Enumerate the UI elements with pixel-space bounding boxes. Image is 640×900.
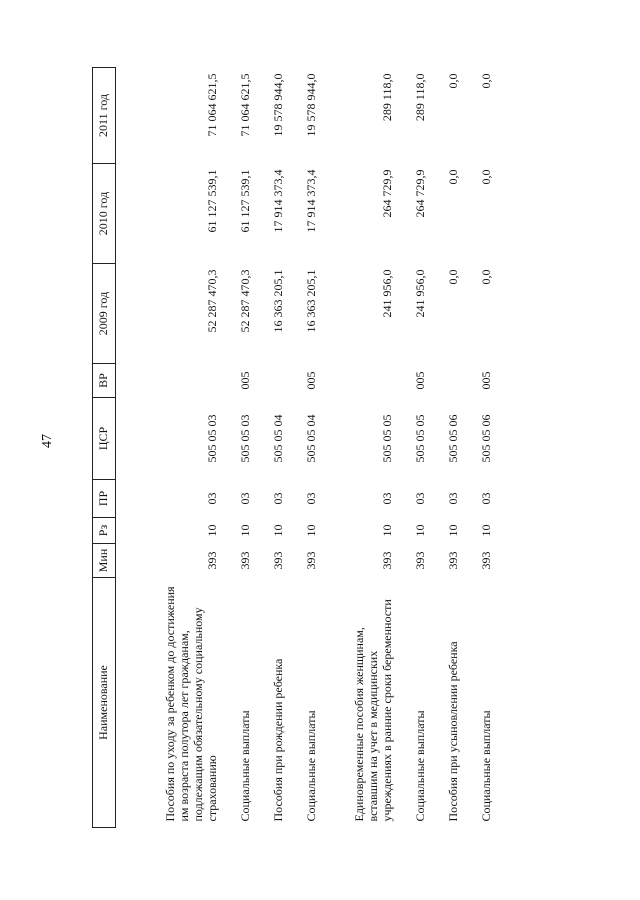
row-csr: 505 05 04 bbox=[303, 414, 318, 463]
row-rz: 10 bbox=[379, 524, 394, 537]
row-name: Пособия при усыновлении ребенка bbox=[445, 641, 460, 822]
header-pr: ПР bbox=[93, 480, 116, 518]
table-row bbox=[220, 68, 253, 828]
row-pr: 03 bbox=[237, 492, 252, 505]
table-row bbox=[116, 68, 220, 828]
row-name: Социальные выплаты bbox=[478, 710, 493, 822]
row-min: 393 bbox=[204, 551, 219, 570]
row-vr: 005 bbox=[237, 371, 252, 390]
budget-table bbox=[92, 67, 494, 828]
row-vr bbox=[428, 364, 461, 398]
header-2009: 2009 год bbox=[93, 264, 116, 364]
row-2011: 289 118,0 bbox=[379, 73, 394, 122]
row-2011: 71 064 621,5 bbox=[204, 73, 219, 137]
row-min: 393 bbox=[379, 551, 394, 570]
row-vr: 005 bbox=[478, 371, 493, 390]
header-vr: ВР bbox=[93, 364, 116, 398]
row-2009: 241 956,0 bbox=[379, 269, 394, 318]
row-min: 393 bbox=[237, 551, 252, 570]
row-2009: 0,0 bbox=[478, 269, 493, 285]
header-2010: 2010 год bbox=[93, 164, 116, 264]
row-2010: 0,0 bbox=[478, 169, 493, 185]
row-2009: 0,0 bbox=[445, 269, 460, 285]
row-name: Социальные выплаты bbox=[412, 710, 427, 822]
row-vr bbox=[116, 364, 220, 398]
row-2011: 19 578 944,0 bbox=[270, 73, 285, 137]
row-csr: 505 05 06 bbox=[478, 414, 493, 463]
row-name: Единовременные пособия женщинам, вставшим на учет в медицинских учреждениях в ранние сроки беременности bbox=[352, 599, 394, 822]
row-rz: 10 bbox=[237, 524, 252, 537]
header-csr: ЦСР bbox=[93, 398, 116, 480]
table-row bbox=[461, 68, 494, 828]
row-pr: 03 bbox=[270, 492, 285, 505]
table-row bbox=[395, 68, 428, 828]
header-2011: 2011 год bbox=[93, 68, 116, 164]
row-pr: 03 bbox=[379, 492, 394, 505]
row-csr: 505 05 05 bbox=[379, 414, 394, 463]
row-name: Пособия по уходу за ребенком до достижения им возраста полутора лет гражданам, подлежащим обязательному социальному страхованию bbox=[163, 586, 219, 822]
row-name: Пособия при рождении ребенка bbox=[270, 658, 285, 822]
row-2011: 0,0 bbox=[478, 73, 493, 89]
header-name: Наименование bbox=[93, 578, 116, 828]
row-rz: 10 bbox=[204, 524, 219, 537]
row-min: 393 bbox=[412, 551, 427, 570]
row-2010: 61 127 539,1 bbox=[237, 169, 252, 233]
row-vr: 005 bbox=[412, 371, 427, 390]
row-2010: 17 914 373,4 bbox=[270, 169, 285, 233]
row-vr bbox=[253, 364, 286, 398]
row-rz: 10 bbox=[478, 524, 493, 537]
row-2009: 16 363 205,1 bbox=[303, 269, 318, 333]
row-rz: 10 bbox=[270, 524, 285, 537]
row-csr: 505 05 06 bbox=[445, 414, 460, 463]
row-vr bbox=[319, 364, 395, 398]
row-2010: 264 729,9 bbox=[379, 169, 394, 218]
table-row bbox=[286, 68, 319, 828]
row-rz: 10 bbox=[445, 524, 460, 537]
row-2011: 19 578 944,0 bbox=[303, 73, 318, 137]
table-header-row bbox=[93, 68, 116, 828]
header-rz: Рз bbox=[93, 518, 116, 544]
row-vr: 005 bbox=[303, 371, 318, 390]
row-2010: 264 729,9 bbox=[412, 169, 427, 218]
row-2009: 52 287 470,3 bbox=[204, 269, 219, 333]
row-min: 393 bbox=[478, 551, 493, 570]
table-row bbox=[319, 68, 395, 828]
row-csr: 505 05 05 bbox=[412, 414, 427, 463]
row-2010: 17 914 373,4 bbox=[303, 169, 318, 233]
row-2011: 71 064 621,5 bbox=[237, 73, 252, 137]
row-2009: 16 363 205,1 bbox=[270, 269, 285, 333]
row-pr: 03 bbox=[478, 492, 493, 505]
row-pr: 03 bbox=[204, 492, 219, 505]
row-rz: 10 bbox=[412, 524, 427, 537]
row-pr: 03 bbox=[303, 492, 318, 505]
row-2011: 289 118,0 bbox=[412, 73, 427, 122]
row-csr: 505 05 04 bbox=[270, 414, 285, 463]
row-pr: 03 bbox=[445, 492, 460, 505]
header-min: Мин bbox=[93, 544, 116, 578]
rotated-table-container bbox=[92, 68, 532, 828]
row-2011: 0,0 bbox=[445, 73, 460, 89]
row-min: 393 bbox=[303, 551, 318, 570]
row-2010: 61 127 539,1 bbox=[204, 169, 219, 233]
row-2009: 241 956,0 bbox=[412, 269, 427, 318]
row-pr: 03 bbox=[412, 492, 427, 505]
row-min: 393 bbox=[270, 551, 285, 570]
table-row bbox=[253, 68, 286, 828]
page-number: 47 bbox=[40, 434, 55, 448]
row-min: 393 bbox=[445, 551, 460, 570]
table-row bbox=[428, 68, 461, 828]
row-name: Социальные выплаты bbox=[237, 710, 252, 822]
row-2009: 52 287 470,3 bbox=[237, 269, 252, 333]
row-csr: 505 05 03 bbox=[204, 414, 219, 463]
row-csr: 505 05 03 bbox=[237, 414, 252, 463]
row-rz: 10 bbox=[303, 524, 318, 537]
row-name: Социальные выплаты bbox=[303, 710, 318, 822]
row-2010: 0,0 bbox=[445, 169, 460, 185]
